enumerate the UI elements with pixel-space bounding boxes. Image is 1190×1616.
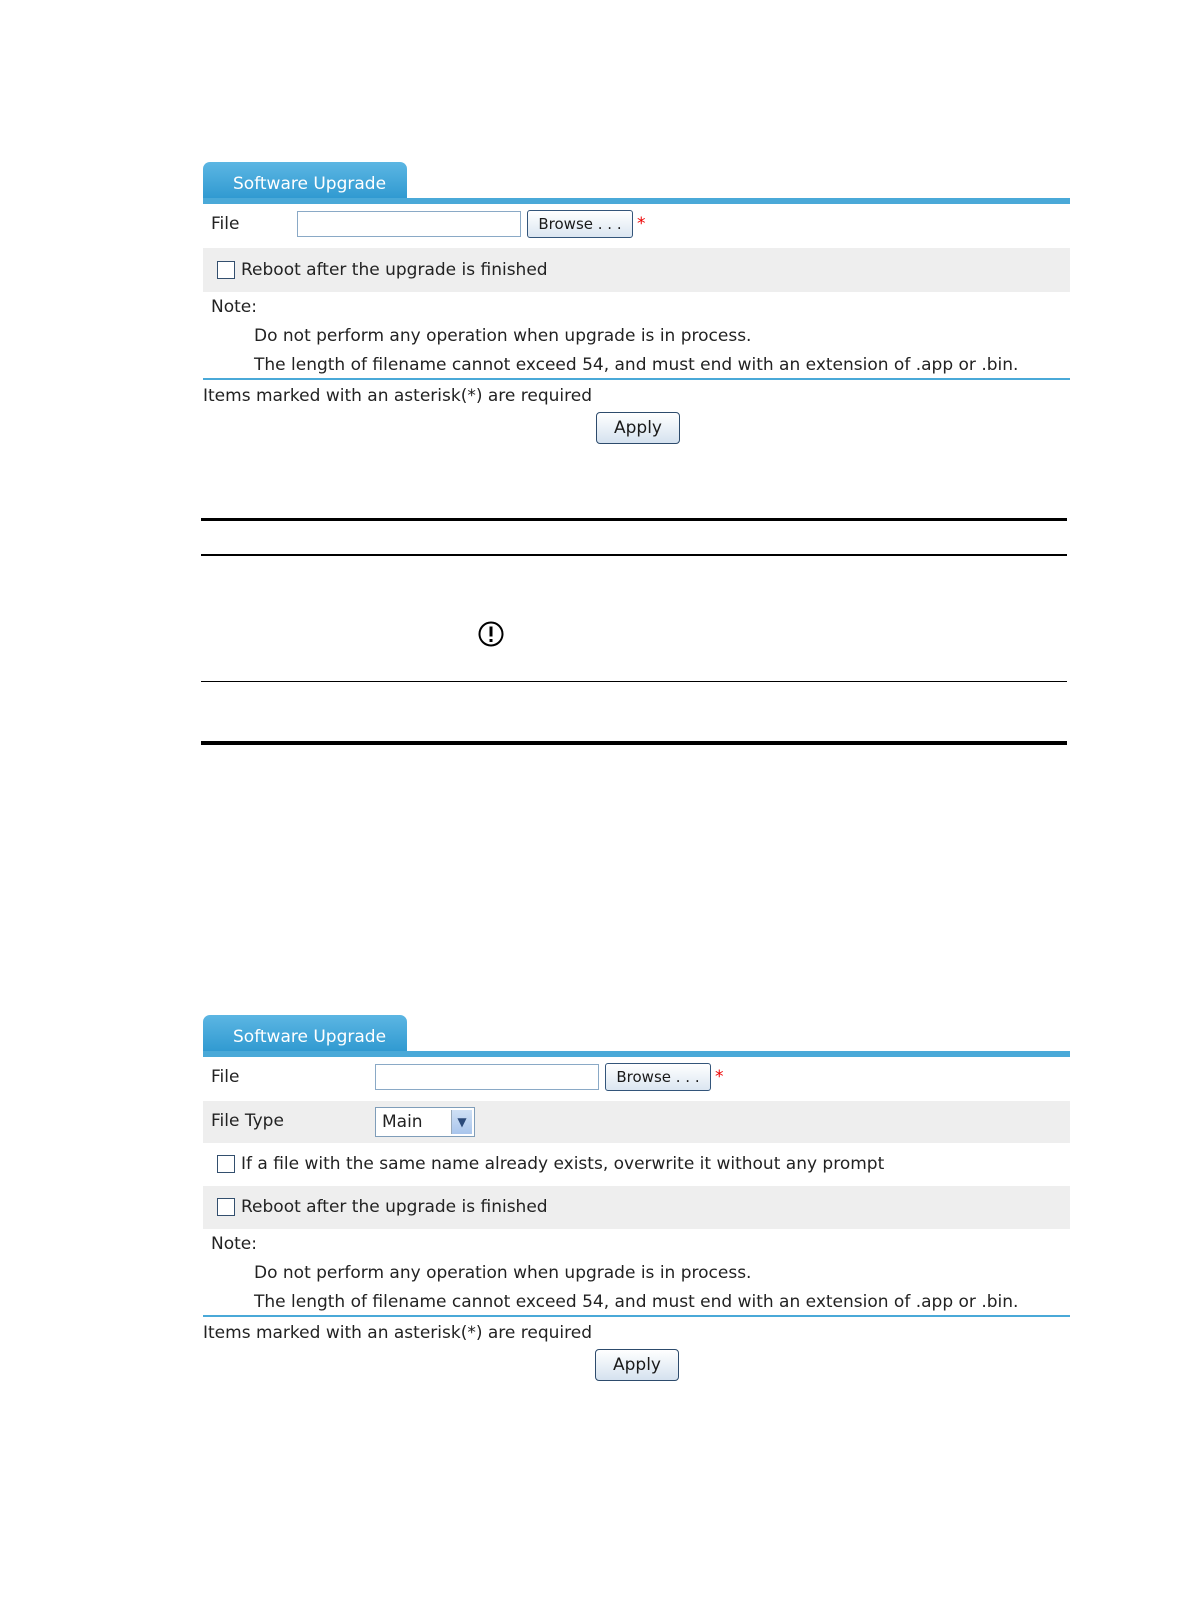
browse-button[interactable]: Browse . . . <box>527 210 633 238</box>
file-row <box>203 1059 1070 1101</box>
reboot-checkbox[interactable] <box>217 261 235 279</box>
separator-line <box>203 1315 1070 1317</box>
reboot-label: Reboot after the upgrade is finished <box>241 260 548 280</box>
tab-bar <box>203 162 1070 206</box>
overwrite-label: If a file with the same name already exists, overwrite it without any prompt <box>241 1154 885 1174</box>
apply-button[interactable]: Apply <box>595 1349 679 1381</box>
note-line: Do not perform any operation when upgrade is in process. <box>254 326 752 346</box>
file-type-value: Main <box>382 1112 423 1132</box>
separator-line <box>203 378 1070 380</box>
tab-software-upgrade[interactable]: Software Upgrade <box>203 1015 407 1055</box>
file-label: File <box>211 214 240 234</box>
note-block <box>203 292 1070 380</box>
required-asterisk: * <box>715 1067 724 1087</box>
tab-underline <box>203 1051 1070 1057</box>
reboot-label: Reboot after the upgrade is finished <box>241 1197 548 1217</box>
file-label: File <box>211 1067 240 1087</box>
software-upgrade-panel-2 <box>203 1015 1070 1385</box>
note-line: The length of filename cannot exceed 54, and must end with an extension of .app or .bin. <box>254 1292 1019 1312</box>
file-row <box>203 206 1070 248</box>
caution-header-rule <box>201 554 1067 556</box>
reboot-checkbox[interactable] <box>217 1198 235 1216</box>
tab-bar <box>203 1015 1070 1059</box>
reboot-row <box>203 248 1070 292</box>
note-line: The length of filename cannot exceed 54, and must end with an extension of .app or .bin. <box>254 355 1019 375</box>
apply-button[interactable]: Apply <box>596 412 680 444</box>
required-note: Items marked with an asterisk(*) are required <box>203 1323 592 1343</box>
file-input[interactable] <box>297 211 521 237</box>
software-upgrade-panel-1 <box>203 162 1070 447</box>
note-title: Note: <box>211 1234 257 1254</box>
file-input[interactable] <box>375 1064 599 1090</box>
caution-middle-rule <box>201 681 1067 682</box>
chevron-down-icon[interactable]: ▼ <box>451 1110 472 1134</box>
caution-icon <box>478 621 504 647</box>
overwrite-row <box>203 1143 1070 1186</box>
note-block <box>203 1229 1070 1317</box>
file-type-select[interactable] <box>375 1107 475 1137</box>
file-type-row <box>203 1101 1070 1143</box>
browse-button[interactable]: Browse . . . <box>605 1063 711 1091</box>
tab-underline <box>203 198 1070 204</box>
tab-software-upgrade[interactable]: Software Upgrade <box>203 162 407 202</box>
file-type-label: File Type <box>211 1111 284 1131</box>
reboot-row <box>203 1186 1070 1229</box>
note-line: Do not perform any operation when upgrade is in process. <box>254 1263 752 1283</box>
caution-top-rule <box>201 518 1067 521</box>
required-note: Items marked with an asterisk(*) are required <box>203 386 592 406</box>
caution-bottom-rule <box>201 741 1067 745</box>
note-title: Note: <box>211 297 257 317</box>
required-asterisk: * <box>637 214 646 234</box>
overwrite-checkbox[interactable] <box>217 1155 235 1173</box>
